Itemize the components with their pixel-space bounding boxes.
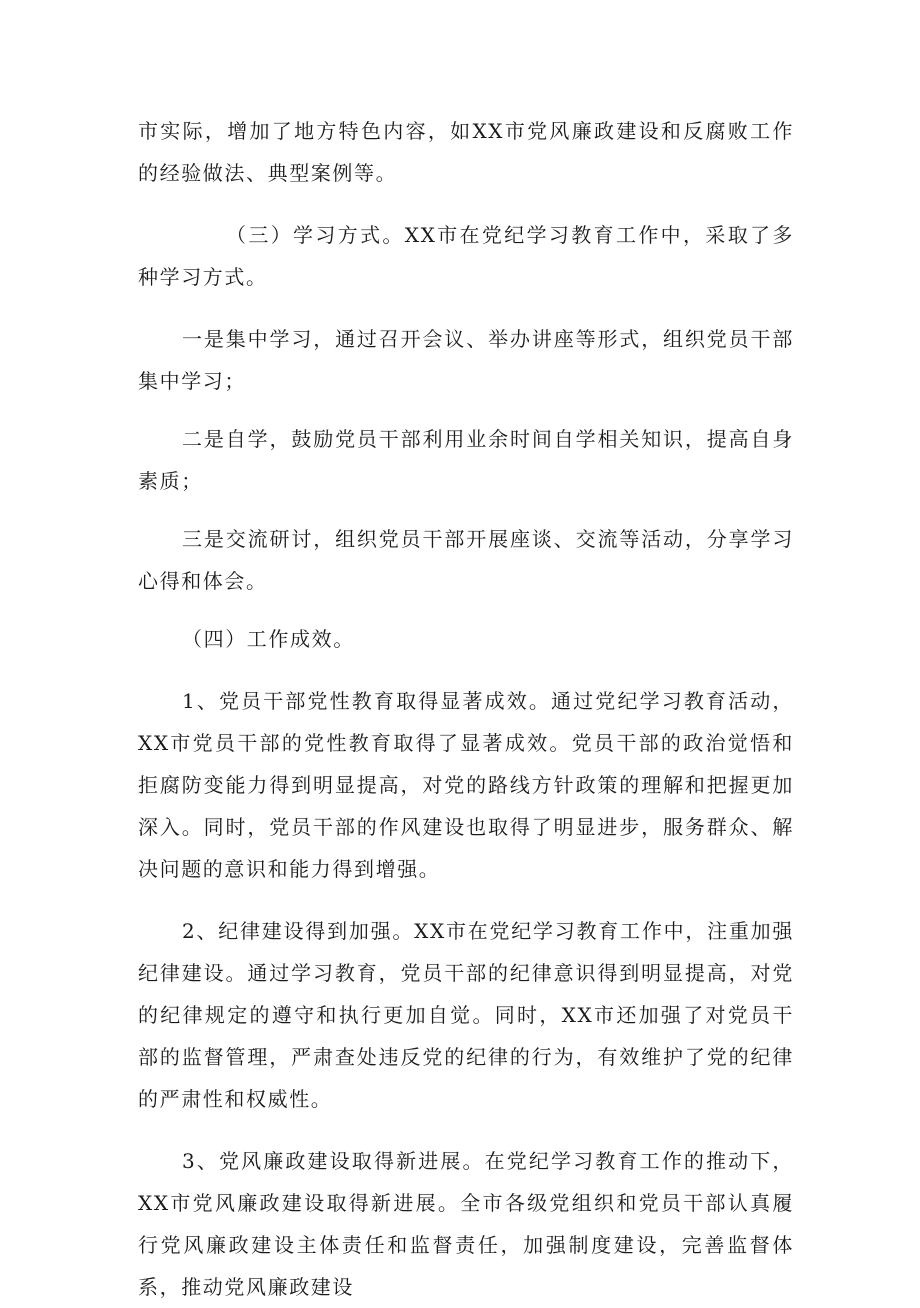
section-heading-work-results: （四）工作成效。 [182,627,355,651]
paragraph-result-1: 1、党员干部党性教育取得显著成效。通过党纪学习教育活动，XX市党员干部的党性教育取得了显著成效。党员干部的政治觉悟和拒腐防变能力得到明显提高，对党的路线方针政策的理解和把握更加深入。同时，党员干部的作风建设也取得了明显进步，服务群众、解决问题的意识和能力得到增强。 [138,689,794,881]
paragraph-result-2: 2、纪律建设得到加强。XX市在党纪学习教育工作中，注重加强纪律建设。通过学习教育，党员干部的纪律意识得到明显提高，对党的纪律规定的遵守和执行更加自觉。同时，XX市还加强了对党员干部的监督管理，严肃查处违反党的纪律的行为，有效维护了党的纪律的严肃性和权威性。 [138,919,794,1111]
paragraph-result-3: 3、党风廉政建设取得新进展。在党纪学习教育工作的推动下，XX市党风廉政建设取得新进展。全市各级党组织和党员干部认真履行党风廉政建设主体责任和监督责任，加强制度建设，完善监督体系，推动党风廉政建设 [138,1149,794,1299]
paragraph-method-1: 一是集中学习，通过召开会议、举办讲座等形式，组织党员干部集中学习； [138,327,794,393]
paragraph-continuation: 市实际，增加了地方特色内容，如XX市党风廉政建设和反腐败工作的经验做法、典型案例等。 [138,119,794,185]
document-body [138,110,794,1308]
paragraph-method-2: 二是自学，鼓励党员干部利用业余时间自学相关知识，提高自身素质； [138,427,794,493]
paragraph-method-3: 三是交流研讨，组织党员干部开展座谈、交流等活动，分享学习心得和体会。 [138,527,794,593]
section-heading-learning-methods: （三）学习方式。XX市在党纪学习教育工作中，采取了多种学习方式。 [138,223,794,289]
